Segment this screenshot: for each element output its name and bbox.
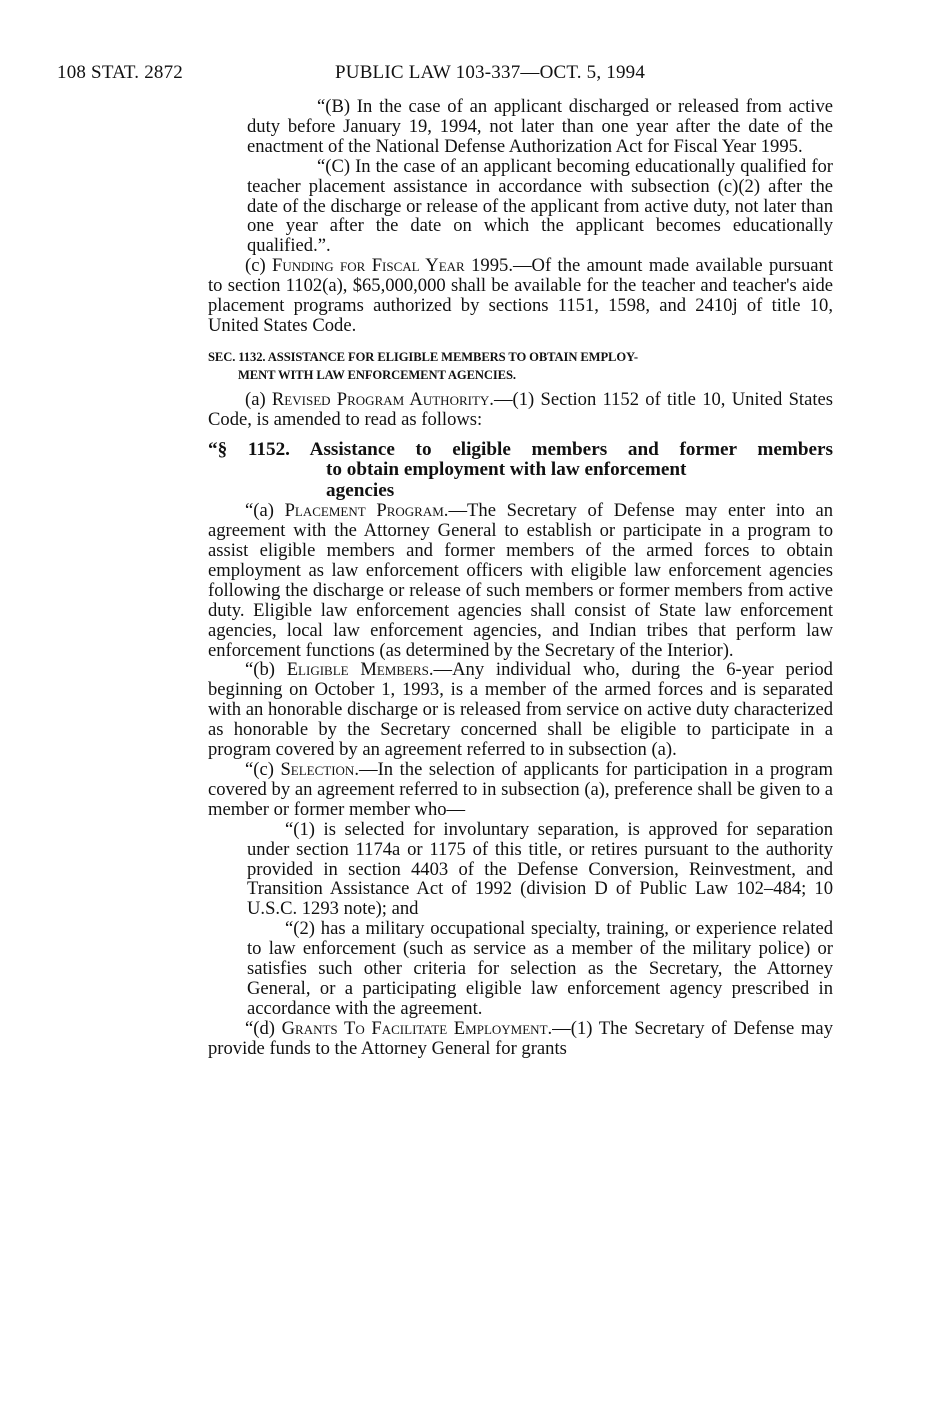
funding-label: (c) <box>245 255 273 277</box>
eligible-text: .—Any individual who, during the 6-year period beginning on October 1, 1993, is a member of the armed forces and is separated with an honorable discharge or is released from service on active duty characterized as honorable by the Secretary concerned shall be eligible to participate in a program covered by an agreement referred to in subsection (a). <box>208 659 833 761</box>
paragraph-selection <box>208 760 833 820</box>
selection-label: “(c) <box>245 758 281 780</box>
revised-text: .—(1) Section 1152 of title 10, United States Code, is amended to read as follows: <box>208 388 833 430</box>
revised-heading: Revised Program Authority <box>271 388 490 410</box>
section-1132-heading <box>0 348 945 384</box>
placement-heading: Placement Program <box>284 500 444 522</box>
section-1152-title <box>0 440 945 502</box>
paragraph-selection-2: “(2) has a military occupational specialty, training, or experience related to law enforcement (such as service as a member of the military police) or satisfies such other criteria for selection as the Secretary, the Attorney General, or a participating eligible law enforcement agency prescribed in accordance with the agreement. <box>247 918 833 1019</box>
paragraph-eligible-members <box>208 660 833 760</box>
law-reference: PUBLIC LAW 103-337—OCT. 5, 1994 <box>335 62 646 83</box>
grants-label: “(d) <box>245 1017 282 1039</box>
section-heading-line1: SEC. 1132. ASSISTANCE FOR ELIGIBLE MEMBERS TO OBTAIN EMPLOY- <box>208 349 638 364</box>
paragraph-grants <box>208 1019 833 1059</box>
stat-reference: 108 STAT. 2872 <box>57 62 184 83</box>
paragraph-placement-program <box>208 501 833 660</box>
placement-text: .—The Secretary of Defense may enter into an agreement with the Attorney General to establish or participate in a program to assist eligible members and former members of the armed forces to obtain employment as law enforcement officers with eligible law enforcement agencies following the discharge or release of such members or former members from active duty. Eligible law enforcement agencies shall consist of State law enforcement agencies, local law enforcement agencies, and Indian tribes that perform law enforcement functions (as determined by the Secretary of the Interior). <box>208 500 833 661</box>
placement-label: “(a) <box>245 500 285 522</box>
paragraph-b: “(B) In the case of an applicant discharged or released from active duty before January 19, 1994, not later than one year after the date of the enactment of the National Defense Authorization Act for Fiscal Year 1995. <box>247 96 833 157</box>
revised-label: (a) <box>245 388 272 410</box>
selection-heading: Selection <box>280 758 355 780</box>
funding-heading: Funding for Fiscal Year 1995 <box>272 255 509 277</box>
eligible-label: “(b) <box>245 659 287 681</box>
section-title-line1: “§ 1152. Assistance to eligible members and former members <box>208 438 833 460</box>
section-title-line3: agencies <box>326 479 395 501</box>
section-heading-line2: MENT WITH LAW ENFORCEMENT AGENCIES. <box>238 367 516 382</box>
paragraph-c: “(C) In the case of an applicant becoming educationally qualified for teacher placement assistance in accordance with subsection (c)(2) after the date of the discharge or release of the applicant from active duty, not later than one year after the date on which the applicant becomes educationally qualified.”. <box>247 155 833 257</box>
paragraph-funding <box>208 256 833 336</box>
section-title-line2: to obtain employment with law enforcement <box>326 459 687 481</box>
funding-text: .—Of the amount made available pursuant to section 1102(a), $65,000,000 shall be available for the teacher and teacher's aide placement programs authorized by sections 1151, 1598, and 2410j of title 10, United States Code. <box>208 255 833 336</box>
grants-heading: Grants To Facilitate Employment <box>281 1017 548 1039</box>
document-body <box>0 97 945 1059</box>
paragraph-revised-authority <box>208 390 833 430</box>
eligible-heading: Eligible Members <box>286 659 429 681</box>
selection-text: .—In the selection of applicants for participation in a program covered by an agreement referred to in subsection (a), preference shall be given to a member or former member who— <box>208 758 833 820</box>
grants-text: .—(1) The Secretary of Defense may provide funds to the Attorney General for grants <box>208 1017 833 1059</box>
paragraph-selection-1: “(1) is selected for involuntary separation, is approved for separation under section 1174a or 1175 of this title, or retires pursuant to the authority provided in section 4403 of the Defense Conversion, Reinvestment, and Transition Assistance Act of 1992 (division D of Public Law 102–484; 10 U.S.C. 1293 note); and <box>247 818 833 920</box>
